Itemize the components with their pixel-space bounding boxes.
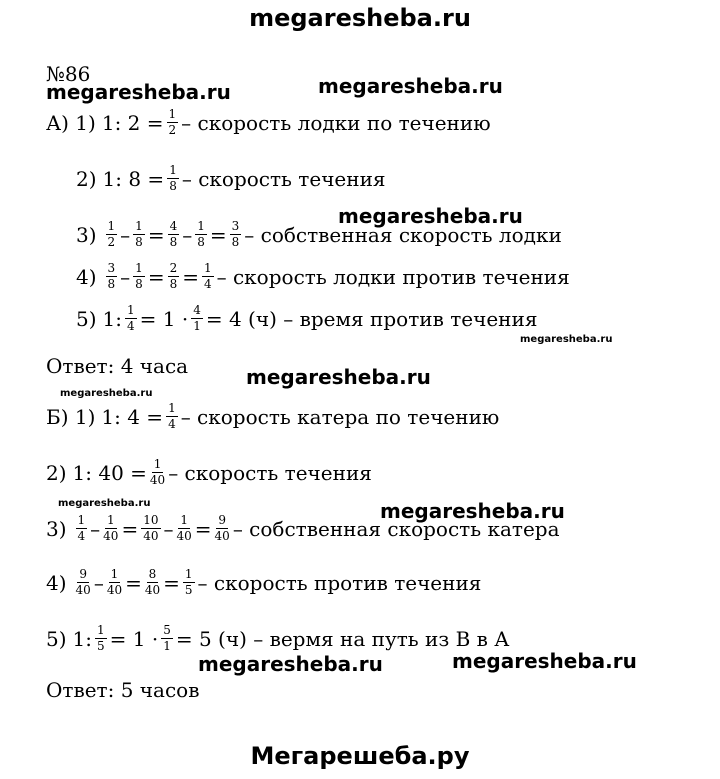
fraction: $\frac{1}{8}$ <box>135 261 143 291</box>
solution-line-b2 <box>46 458 372 487</box>
watermark: megaresheba.ru <box>338 204 523 228</box>
operator: = <box>182 264 199 289</box>
step-label: 5) <box>76 306 97 331</box>
fraction: $\frac{8}{40}$ <box>144 567 161 597</box>
expression: 1: <box>102 306 122 331</box>
expression: 1: <box>72 626 92 651</box>
operator: = <box>209 222 227 247</box>
operator: – <box>93 570 104 595</box>
step-description: = 5 (ч) – вермя на путь из В в А <box>175 626 510 651</box>
watermark: megaresheba.ru <box>520 334 613 345</box>
operator: – <box>182 222 193 247</box>
solution-line-a2 <box>76 164 386 193</box>
step-description: – собственная скорость катера <box>232 516 560 541</box>
operator: – <box>90 516 101 541</box>
fraction: $\frac{1}{5}$ <box>184 567 193 597</box>
fraction: $\frac{4}{1}$ <box>193 303 201 333</box>
step-description: – скорость катера по течению <box>180 404 500 429</box>
step-description: – скорость лодки против течения <box>216 264 570 289</box>
answer-a: Ответ: 4 часа <box>46 354 189 378</box>
watermark: megaresheba.ru <box>380 499 565 523</box>
step-label: 3) <box>76 222 97 247</box>
fraction: $\frac{10}{40}$ <box>143 513 159 543</box>
watermark: megaresheba.ru <box>318 74 503 98</box>
solution-line-a1 <box>46 108 491 137</box>
solution-line-a5 <box>76 304 537 333</box>
solution-line-b4 <box>46 568 481 597</box>
step-description: – собственная скорость лодки <box>244 222 562 247</box>
watermark: megaresheba.ru <box>46 80 231 104</box>
watermark: megaresheba.ru <box>452 649 637 673</box>
solution-line-a4 <box>76 262 570 291</box>
operator: = <box>194 516 212 541</box>
operator: – <box>120 264 131 289</box>
fraction: $\frac{1}{4}$ <box>203 261 212 291</box>
step-label: 3) <box>46 516 67 541</box>
step-label: 4) <box>46 570 67 595</box>
fraction: $\frac{1}{40}$ <box>176 513 192 543</box>
step-description: = 4 (ч) – время против течения <box>205 306 538 331</box>
step-label: 2) <box>46 460 67 485</box>
step-label: 2) <box>76 166 97 191</box>
operator: = <box>121 516 139 541</box>
answer-b: Ответ: 5 часов <box>46 678 200 702</box>
site-title-top[interactable]: megaresheba.ru <box>249 4 471 32</box>
fraction: $\frac{1}{40}$ <box>103 513 119 543</box>
operator: = <box>147 222 165 247</box>
watermark: megaresheba.ru <box>246 365 431 389</box>
step-description: – скорость течения <box>168 460 372 485</box>
problem-number: №86 <box>46 62 91 86</box>
step-description: – скорость против течения <box>197 570 482 595</box>
fraction: $\frac{1}{8}$ <box>169 163 177 193</box>
fraction: $\frac{1}{8}$ <box>197 219 205 249</box>
fraction: $\frac{1}{40}$ <box>149 457 166 487</box>
operator: = <box>163 570 180 595</box>
fraction: $\frac{1}{5}$ <box>97 623 105 653</box>
step-label: 5) <box>46 626 67 651</box>
solution-line-b3 <box>46 514 560 543</box>
solution-line-b5 <box>46 624 509 653</box>
fraction: $\frac{1}{2}$ <box>107 219 116 249</box>
fraction: $\frac{9}{40}$ <box>75 567 91 597</box>
expression: = 1 · <box>139 306 189 331</box>
expression: 1: 2 = <box>101 110 164 135</box>
solution-line-a3 <box>76 220 562 249</box>
step-label: 4) <box>76 264 97 289</box>
watermark: megaresheba.ru <box>60 388 153 399</box>
fraction: $\frac{4}{8}$ <box>169 219 178 249</box>
operator: = <box>147 264 165 289</box>
fraction: $\frac{1}{4}$ <box>127 303 135 333</box>
site-title-bottom[interactable]: Мегарешеба.ру <box>250 742 470 770</box>
watermark: megaresheba.ru <box>198 652 383 676</box>
fraction: $\frac{1}{8}$ <box>135 219 143 249</box>
step-description: – скорость лодки по течению <box>181 110 491 135</box>
expression: 1: 4 = <box>101 404 164 429</box>
fraction: $\frac{1}{4}$ <box>168 401 176 431</box>
fraction: $\frac{1}{4}$ <box>77 513 86 543</box>
operator: – <box>163 516 174 541</box>
step-label: А) 1) <box>46 110 96 135</box>
operator: – <box>120 222 131 247</box>
fraction: $\frac{5}{1}$ <box>163 623 171 653</box>
fraction: $\frac{1}{2}$ <box>168 107 177 137</box>
step-description: – скорость течения <box>181 166 386 191</box>
fraction: $\frac{1}{40}$ <box>106 567 123 597</box>
expression: = 1 · <box>109 626 159 651</box>
solution-line-b1 <box>46 402 499 431</box>
expression: 1: 8 = <box>102 166 165 191</box>
step-label: Б) 1) <box>46 404 96 429</box>
fraction: $\frac{2}{8}$ <box>169 261 178 291</box>
expression: 1: 40 = <box>72 460 147 485</box>
fraction: $\frac{9}{40}$ <box>214 513 230 543</box>
watermark: megaresheba.ru <box>58 498 151 509</box>
fraction: $\frac{3}{8}$ <box>107 261 116 291</box>
fraction: $\frac{3}{8}$ <box>231 219 240 249</box>
operator: = <box>125 570 142 595</box>
